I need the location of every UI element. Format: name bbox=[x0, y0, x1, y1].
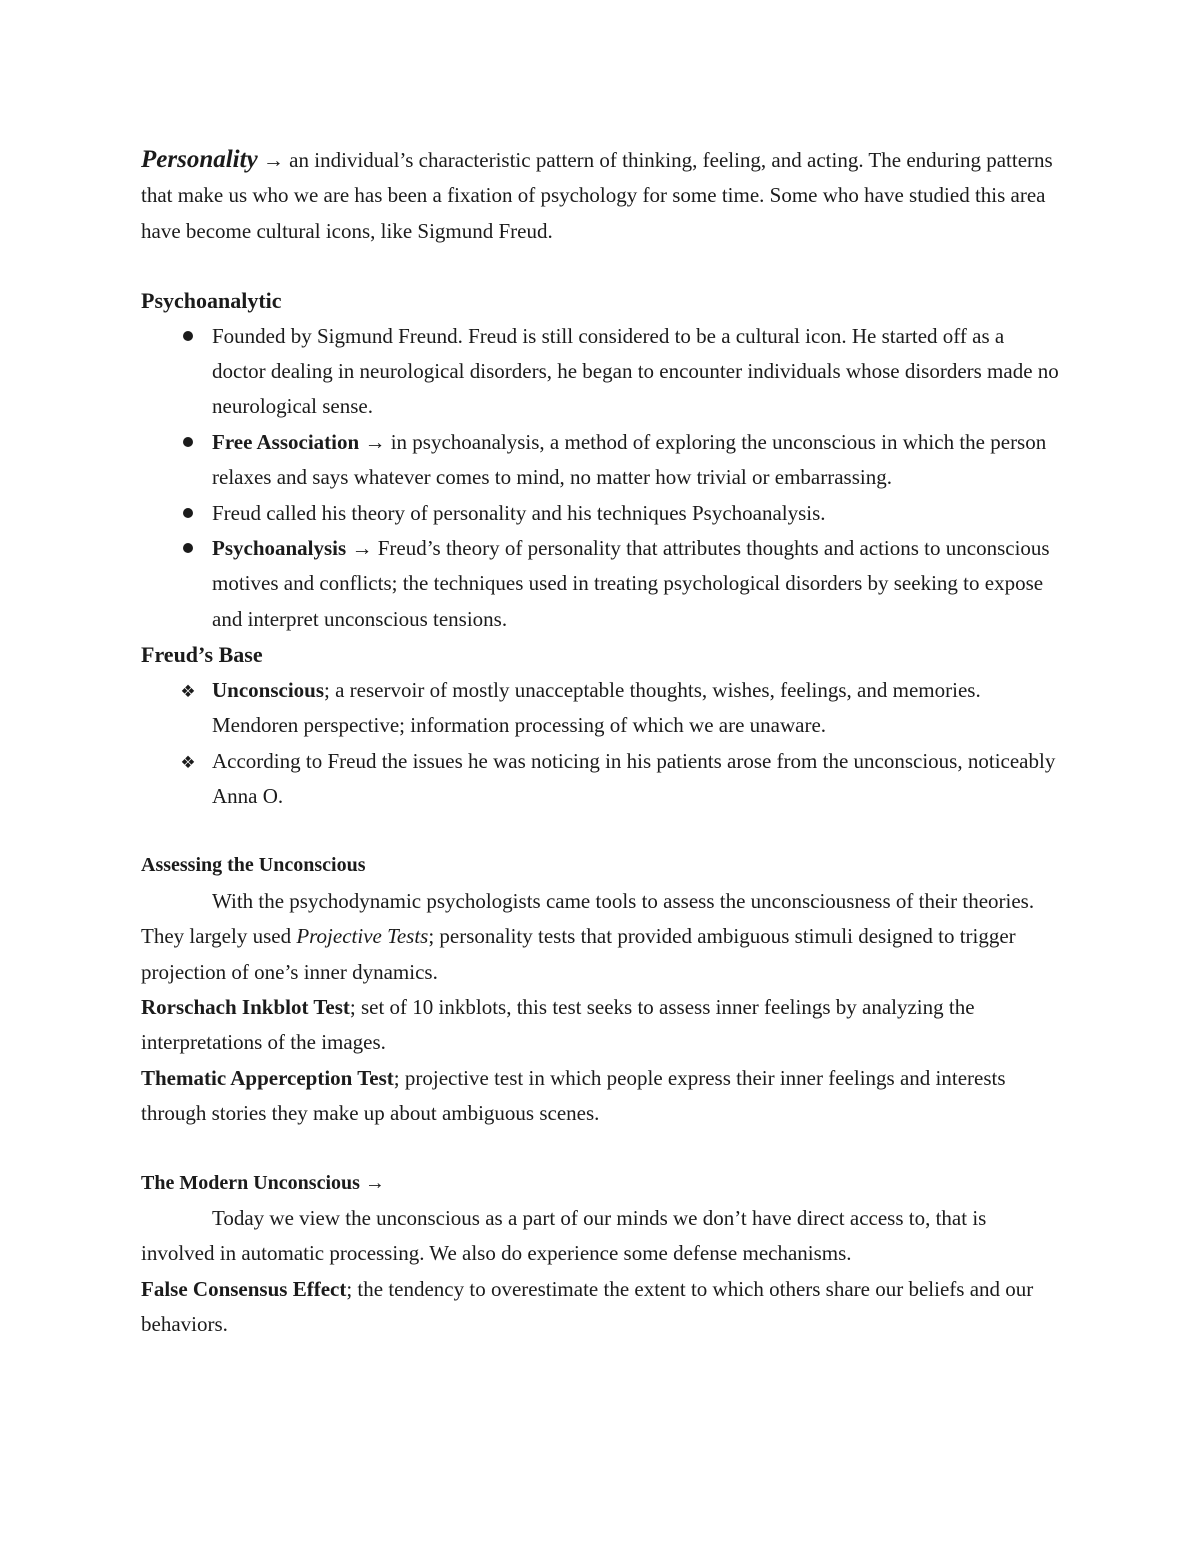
list-item bbox=[141, 531, 1061, 637]
item-text: → Freud’s theory of personality that attributes thoughts and actions to unconscious motives and conflicts; the techniques used in treating psychological disorders by seeking to expose and interpret unconscious tensions. bbox=[212, 536, 1050, 631]
item-text: Freud called his theory of personality and his techniques Psychoanalysis. bbox=[212, 500, 826, 525]
fce-definition bbox=[141, 1272, 1061, 1343]
item-text: According to Freud the issues he was noticing in his patients arose from the unconscious, noticeably Anna O. bbox=[212, 748, 1056, 808]
item-text: Founded by Sigmund Freund. Freud is still considered to be a cultural icon. He started off as a doctor dealing in neurological disorders, he began to encounter individuals whose disorders made no neurological sense. bbox=[212, 323, 1059, 419]
item-term: Psychoanalysis bbox=[212, 536, 347, 561]
list-item bbox=[141, 496, 1061, 531]
list-item bbox=[141, 673, 1061, 744]
section-heading-freuds-base: Freud’s Base bbox=[141, 642, 263, 668]
tat-text: ; projective test in which people express their inner feelings and interests through stories they make up about ambiguous scenes. bbox=[141, 1065, 1006, 1126]
projective-tests-term: Projective Tests bbox=[296, 924, 429, 949]
list-item bbox=[141, 319, 1061, 425]
intro-text: → an individual’s characteristic pattern of thinking, feeling, and acting. The enduring patterns that make us who we are has been a fixation of psychology for some time. Some who have studied this area have become cultural icons, like Sigmund Freud. bbox=[141, 148, 1053, 243]
bullet-icon bbox=[183, 437, 193, 447]
rorschach-text: ; set of 10 inkblots, this test seeks to assess inner feelings by analyzing the interpretations of the images. bbox=[141, 994, 975, 1055]
item-text: ; a reservoir of mostly unacceptable thoughts, wishes, feelings, and memories. Mendoren perspective; information processing of which we are unaware. bbox=[212, 677, 981, 738]
item-term: Unconscious bbox=[212, 677, 325, 702]
intro-term: Personality bbox=[141, 146, 258, 173]
modern-paragraph: Today we view the unconscious as a part of our minds we don’t have direct access to, that is involved in automatic processing. We also do experience some defense mechanisms. bbox=[141, 1205, 987, 1266]
intro-paragraph bbox=[141, 142, 1061, 249]
freuds-base-list bbox=[141, 673, 1061, 815]
fce-text: ; the tendency to overestimate the extent to which others share our beliefs and our behaviors. bbox=[141, 1276, 1034, 1337]
rorschach-term: Rorschach Inkblot Test bbox=[141, 994, 350, 1019]
psychoanalytic-list bbox=[141, 319, 1061, 638]
rorschach-definition bbox=[141, 990, 1061, 1061]
section-heading-modern: The Modern Unconscious → bbox=[141, 1171, 385, 1194]
fce-term: False Consensus Effect bbox=[141, 1276, 347, 1301]
assessing-paragraph bbox=[141, 884, 1061, 990]
item-term: Free Association bbox=[212, 429, 360, 454]
assessing-text-start: With the psychodynamic psychologists came tools to assess the unconsciousness of their theories. They largely used bbox=[141, 888, 1035, 949]
tat-definition bbox=[141, 1061, 1061, 1132]
bullet-icon bbox=[183, 331, 193, 341]
bullet-icon bbox=[183, 508, 193, 518]
document-page bbox=[141, 142, 1061, 1343]
item-text: → in psychoanalysis, a method of exploring the unconscious in which the person relaxes and says whatever comes to mind, no matter how trivial or embarrassing. bbox=[212, 429, 1047, 490]
bullet-icon bbox=[183, 543, 193, 553]
list-item bbox=[141, 744, 1061, 815]
list-item bbox=[141, 425, 1061, 496]
assessing-text-end: ; personality tests that provided ambiguous stimuli designed to trigger projection of one’s inner dynamics. bbox=[141, 924, 1016, 984]
diamond-bullet-icon: ❖ bbox=[180, 681, 196, 702]
section-heading-psychoanalytic: Psychoanalytic bbox=[141, 288, 282, 314]
tat-term: Thematic Apperception Test bbox=[141, 1065, 394, 1090]
section-heading-assessing: Assessing the Unconscious bbox=[141, 854, 366, 877]
diamond-bullet-icon: ❖ bbox=[180, 752, 196, 773]
